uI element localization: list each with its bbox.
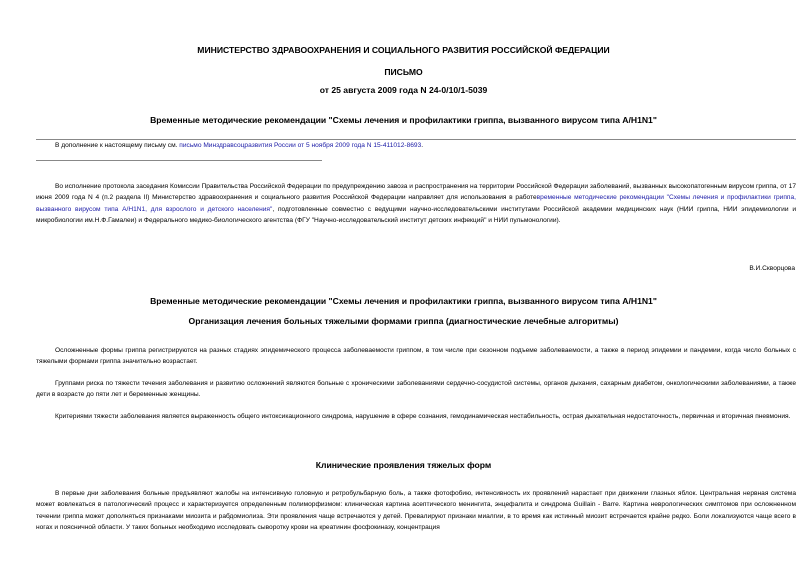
note-prefix: В дополнение к настоящему письму см. [55,142,180,149]
signature: В.И.Скворцова [749,265,795,272]
note-link[interactable]: письмо Минздравсоцразвития России от 5 ноября 2009 года N 15-411012-8693 [179,142,422,149]
paragraph-complicated-forms: Осложненные формы гриппа регистрируются на разных стадиях эпидемического процесса заболеваемости гриппом, в том числе при сезонном подъеме заболеваемости, а также в период эпидемии и пандемии, когда число больных с тяжелыми формами гриппа значительно возрастает. [36,347,796,366]
document-type: ПИСЬМО [384,67,423,77]
intro-text-2: , подготовленные совместно с ведущими научно-исследовательскими институтами Российской академии медицинских наук (НИИ гриппа, НИИ эпидемиологии и микробиологии им.Н.Ф.Гамалеи) и Федерального медико-биологического агентства (ФГУ "Научно-исследовательский институт детских инфекций" и НИИ пульмонологии). [36,205,796,225]
note-suffix: . [421,142,424,149]
ministry-heading: МИНИСТЕРСТВО ЗДРАВООХРАНЕНИЯ И СОЦИАЛЬНОГО РАЗВИТИЯ РОССИЙСКОЙ ФЕДЕРАЦИИ [197,45,610,55]
editorial-note [55,140,775,151]
section-subtitle: Организация лечения больных тяжелыми формами гриппа (диагностические лечебные алгоритмы) [188,316,619,326]
clinical-section-title: Клинические проявления тяжелых форм [315,460,492,470]
section-title: Временные методические рекомендации "Схемы лечения и профилактики гриппа, вызванного вирусом типа A/H1N1" [150,296,657,306]
intro-link[interactable]: временные методические рекомендации "Схемы лечения и профилактики гриппа, вызванного вирусом типа A/H1N1, для взрослого и детского населения" [36,194,796,213]
document-title: Временные методические рекомендации "Схемы лечения и профилактики гриппа, вызванного вирусом типа A/H1N1" [150,115,657,125]
intro-text-1: Во исполнение протокола заседания Комиссии Правительства Российской Федерации по предупреждению завоза и распространения на территории Российской Федерации заболеваний, вызванных высокопатогенным вирусом гриппа, от 17 июня 2009 года N 4 (п.2 раздела II) Министерство здравоохранения и социального развития Российской Федерации направляет для использования в работе [36,183,796,202]
paragraph-severity-criteria: Критериями тяжести заболевания является выраженность общего интоксикационного синдрома, нарушение в сфере сознания, гемодинамическая нестабильность, острая дыхательная недостаточность, первичная и вторичная пневмония. [55,413,791,420]
divider-bottom [36,160,322,161]
paragraph-clinical-manifestations: В первые дни заболевания больные предъявляют жалобы на интенсивную головную и ретробульбарную боль, а также фотофобию, интенсивность их проявлений нарастает при движении глазных яблок. Центральная нервная система может вовлекаться в патологический процесс и характеризуется определенным полиморфизмом: клиническая картина асептического менингита, энцефалита и синдрома Guillain - Barre. Картина неврологических симптомов при осложненном течении гриппа может дополняться признаками миозита и рабдомиолиза. Эти проявления чаще встречаются у детей. Превалируют признаки миалгии, в то время как истинный миозит встречается крайне редко. Боли локализуются чаще всего в ногах и поясничной области. У таких больных необходимо исследовать сыворотку крови на креатинин фосфокиназу, концентрация [36,490,796,532]
document-date-number: от 25 августа 2009 года N 24-0/10/1-5039 [319,85,488,95]
paragraph-risk-groups: Группами риска по тяжести течения заболевания и развитию осложнений являются больные с хроническими заболеваниями сердечно-сосудистой системы, органов дыхания, сахарным диабетом, онкологическими заболеваниями, а также дети в возрасте до пяти лет и беременные женщины. [36,380,796,399]
intro-paragraph [36,181,796,227]
